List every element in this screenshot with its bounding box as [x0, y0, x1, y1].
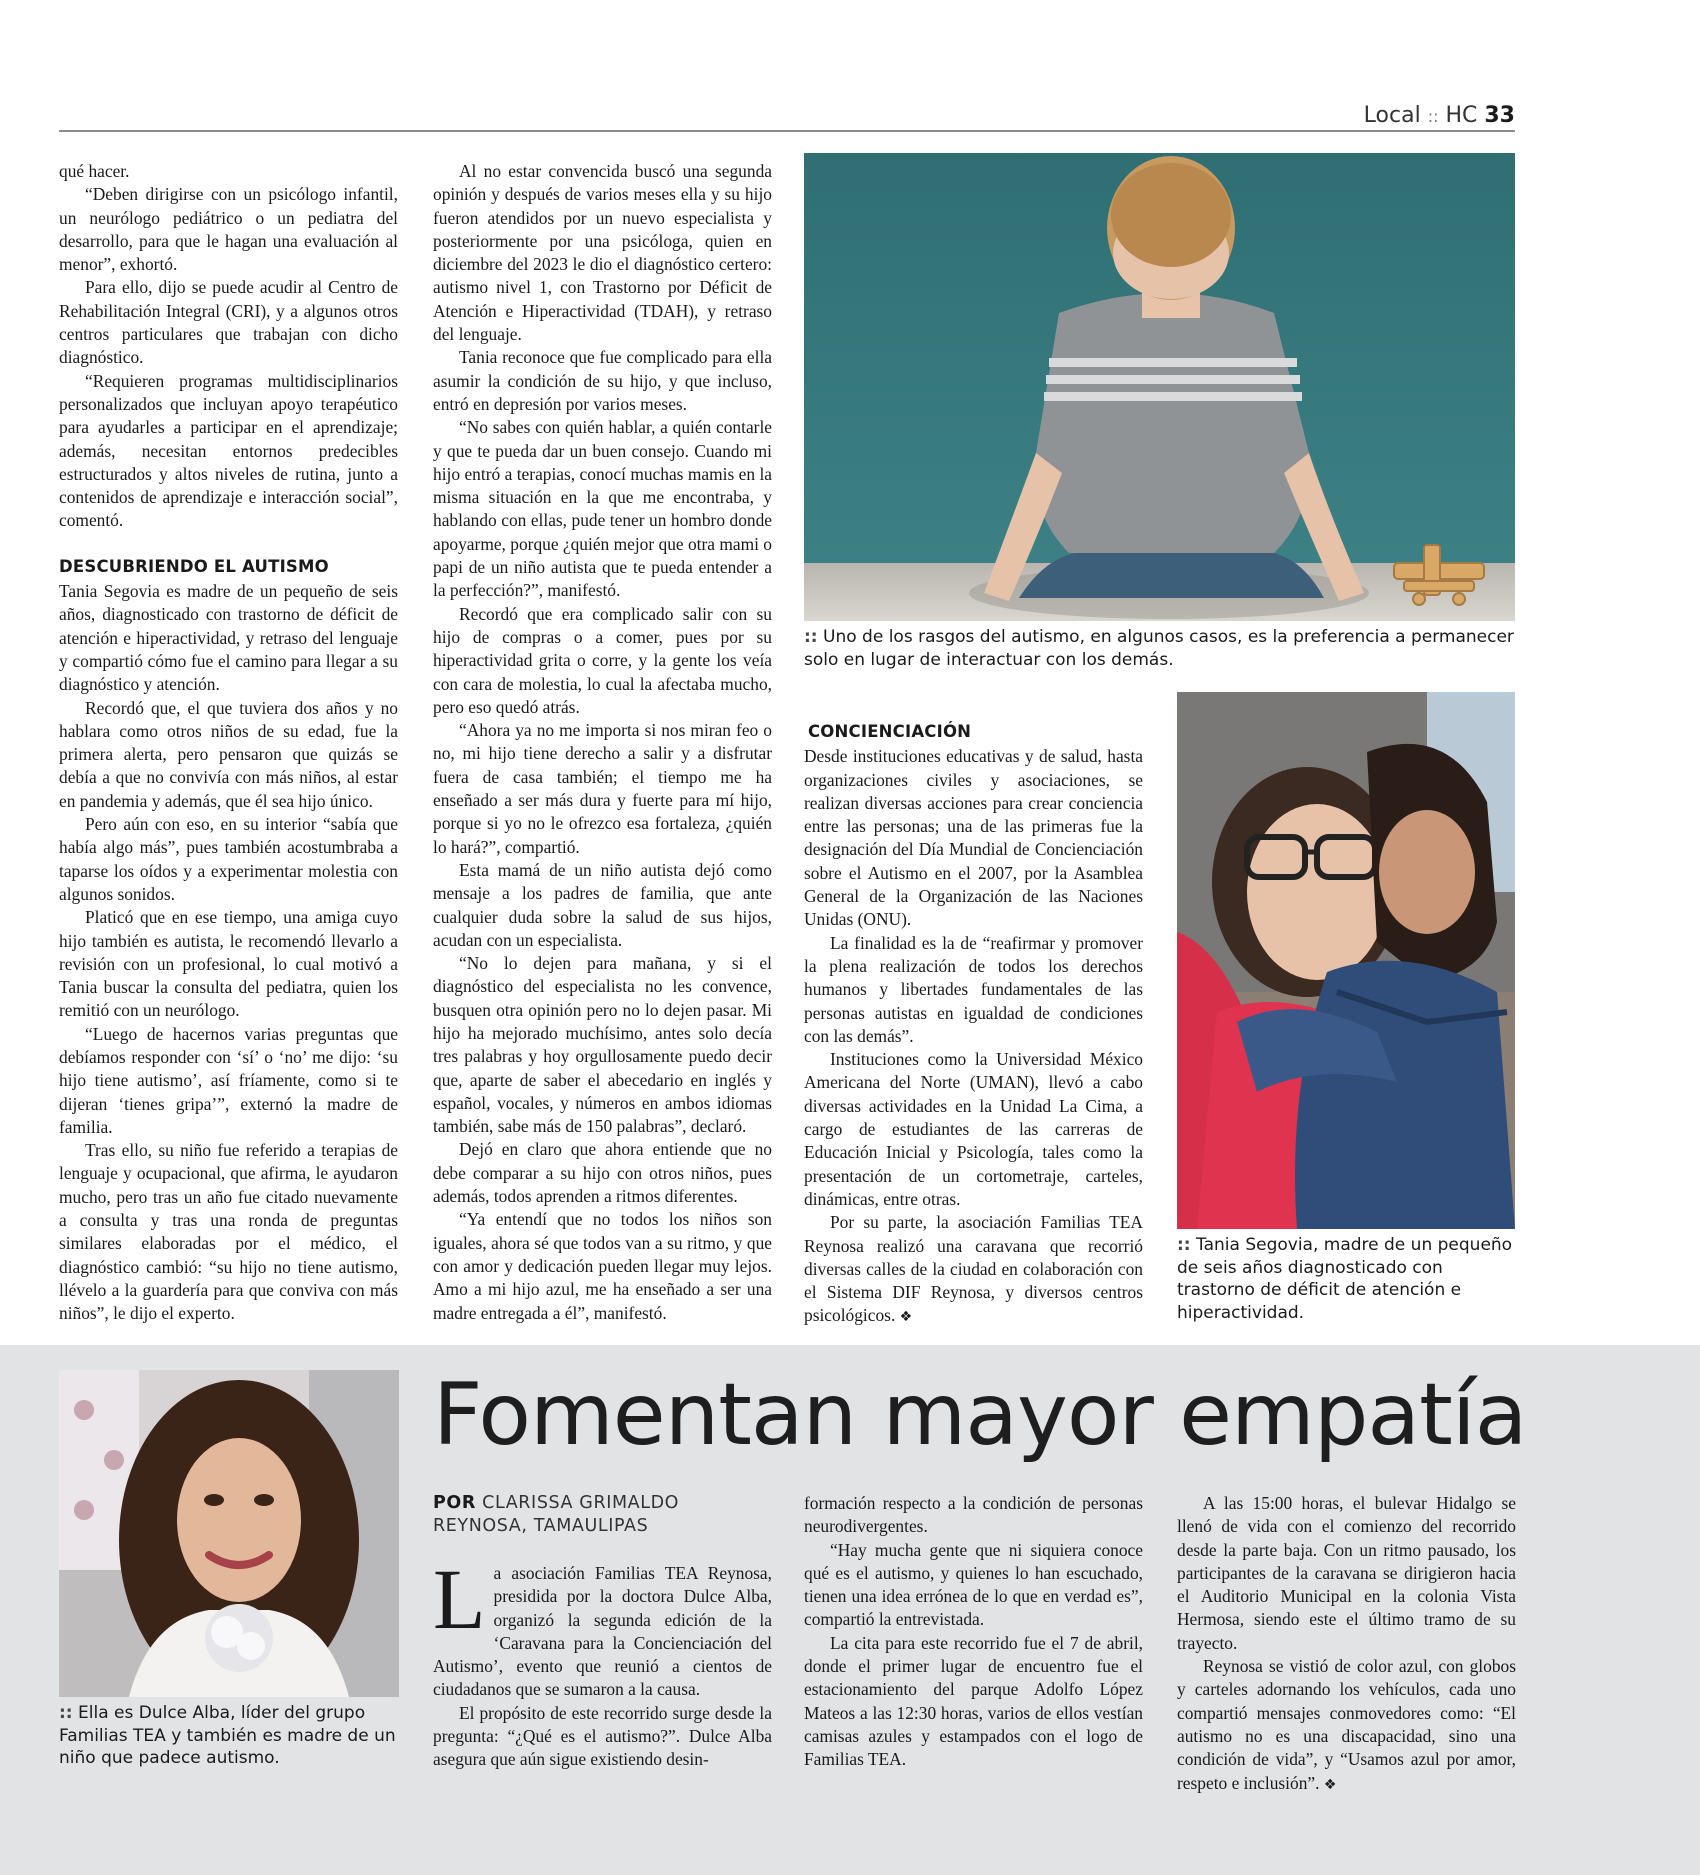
paragraph: “Luego de hacernos varias preguntas que debíamos responder con ‘sí’ o ‘no’ me dijo: ‘su hijo tiene autismo’, así fríamente, como si te dijeran ‘tienes gripa’”, externó la madre de familia. — [59, 1023, 398, 1137]
paragraph: Platicó que en ese tiempo, una amiga cuyo hijo también es autista, le recomendó llevarlo a revisión con un profesional, lo cual motivó a Tania buscar la consulta del pediatra, quien los remitió con un neurólogo. — [59, 907, 398, 1021]
author-name: CLARISSA GRIMALDO — [482, 1493, 680, 1513]
photo-caption — [804, 626, 1515, 671]
mother-son-illustration — [1177, 692, 1515, 1229]
article2-column-2 — [804, 1492, 1143, 1772]
section-heading: DESCUBRIENDO EL AUTISMO — [59, 556, 329, 576]
paragraph: Esta mamá de un niño autista dejó como mensaje a los padres de familia, que ante cualquier duda sobre la salud de sus hijos, acudan con un especialista. — [433, 859, 772, 950]
paper-code: HC — [1445, 103, 1478, 128]
caption-text: Uno de los rasgos del autismo, en algunos casos, es la preferencia a permanecer solo en lugar de interactuar con los demás. — [804, 627, 1514, 670]
photo-caption — [59, 1702, 399, 1770]
paragraph: Tras ello, su niño fue referido a terapias de lenguaje y ocupacional, que afirma, le ayudaron mucho, pero tras un año fue citado nuevamente a consulta y tras una ronda de preguntas similares elaboradas por el médico, el diagnóstico cambió: “su hijo no tiene autismo, llévelo a la guardería para que conviva con más niños”, le dijo el experto. — [59, 1140, 398, 1324]
paragraph-text: a asociación Familias TEA Reynosa, presidida por la doctora Dulce Alba, organizó la segunda edición de la ‘Caravana para la Concienciación del Autismo’, evento que reunió a cientos de ciudadanos que se sumaron a la causa. — [433, 1563, 772, 1700]
article2-column-3 — [1177, 1492, 1516, 1797]
paragraph: Tania Segovia es madre de un pequeño de seis años, diagnosticado con trastorno de déficit de atención e hiperactividad, y retraso del lenguaje y compartió cómo fue el camino para llegar a su diagnóstico y atención. — [59, 581, 398, 695]
article-headline: Fomentan mayor empatía — [433, 1365, 1527, 1465]
paragraph: A las 15:00 horas, el bulevar Hidalgo se llenó de vida con el comienzo del recorrido desde la parte baja. Con un ritmo pausado, los participantes de la caravana se dirigieron hacia el Auditorio Municipal en la colonia Vista Hermosa, siendo este el último tramo de su trayecto. — [1177, 1493, 1516, 1653]
paragraph: Recordó que era complicado salir con su hijo de compras o a comer, pues por su hiperactividad grita o corre, y la gente los veía con cara de molestia, lo cual la afectaba mucho, pero eso quedó atrás. — [433, 603, 772, 717]
paragraph: Tania reconoce que fue complicado para ella asumir la condición de su hijo, y que incluso, entró en depresión por varios meses. — [433, 347, 772, 414]
page-folio — [1364, 103, 1515, 128]
caption-text: Tania Segovia, madre de un pequeño de seis años diagnosticado con trastorno de déficit de atención e hiperactividad. — [1177, 1235, 1513, 1323]
caption-text: Ella es Dulce Alba, líder del grupo Familias TEA y también es madre de un niño que padece autismo. — [59, 1703, 396, 1768]
portrait-illustration — [59, 1370, 399, 1697]
caption-marker: :: — [59, 1703, 73, 1723]
caption-marker: :: — [1177, 1235, 1191, 1255]
paragraph: Para ello, dijo se puede acudir al Centro de Rehabilitación Integral (CRI), y a algunos otros centros particulares que trabajan con dicho diagnóstico. — [59, 277, 398, 368]
paragraph: La cita para este recorrido fue el 7 de abril, donde el primer lugar de encuentro fue el estacionamiento del parque Adolfo López Mateos a las 12:30 horas, varios de ellos vestían camisas azules y estampados con el logo de Familias TEA. — [804, 1632, 1143, 1770]
boy-sitting-illustration — [804, 153, 1515, 621]
byline — [433, 1492, 679, 1538]
paragraph: qué hacer. — [59, 161, 130, 181]
paragraph: Desde instituciones educativas y de salud, hasta organizaciones civiles y asociaciones, se realizan diversas acciones para crear conciencia entre las personas; una de las primeras fue la designación del Día Mundial de Concienciación sobre el Autismo en el 2007, por la Asamblea General de la Organización de las Naciones Unidas (ONU). — [804, 746, 1143, 930]
end-mark: ❖ — [1323, 1776, 1337, 1793]
lead-paragraph — [433, 1551, 772, 1702]
paragraph: La finalidad es la de “reafirmar y promover la plena realización de todos los derechos humanos y libertades fundamentales de las personas autistas en igualdad de condiciones con las demás”. — [804, 932, 1143, 1046]
article-column-2 — [433, 160, 772, 1325]
boy-sitting-photo — [804, 153, 1515, 621]
paragraph: Recordó que, el que tuviera dos años y no hablara como otros niños de su edad, fue la primera alerta, pero pensaron que quizás se debía a que no convivía con más niños, al estar en pandemia y además, que él sea hijo único. — [59, 697, 398, 811]
section-name: Local — [1363, 103, 1421, 128]
page-number: 33 — [1484, 103, 1515, 128]
byline-label: POR — [433, 1493, 476, 1513]
paragraph: “Deben dirigirse con un psicólogo infantil, un neurólogo pediátrico o un pediatra del desarrollo, para que le hagan una evaluación al menor”, exhortó. — [59, 184, 398, 275]
paragraph: “Hay mucha gente que ni siquiera conoce qué es el autismo, y quienes lo han escuchado, tienen una idea errónea de lo que en verdad es”, compartió la entrevistada. — [804, 1539, 1143, 1630]
end-mark: ❖ — [899, 1309, 913, 1326]
section-heading: CONCIENCIACIÓN — [808, 722, 972, 741]
paragraph-text: Por su parte, la asociación Familias TEA Reynosa realizó una caravana que recorrió diversas calles de la ciudad en colaboración con el Sistema DIF Reynosa, y diversos centros psicológicos. — [804, 1212, 1143, 1326]
dateline: REYNOSA, TAMAULIPAS — [433, 1516, 649, 1536]
paragraph: “Requieren programas multidisciplinarios personalizados que incluyan apoyo terapéutico para ayudarles a participar en el aprendizaje; además, necesitan entornos predecibles estructurados y altos niveles de rutina, junto a contenidos de aprendizaje e interacción social”, comentó. — [59, 370, 398, 531]
paragraph: “Ya entendí que no todos los niños son iguales, ahora sé que todos van a su ritmo, y que con amor y dedicación pueden llegar muy lejos. Amo a mi hijo azul, me ha enseñado a ser una madre entregada a él”, manifestó. — [433, 1209, 772, 1323]
paragraph — [1177, 1655, 1516, 1797]
paragraph: El propósito de este recorrido surge desde la pregunta: “¿Qué es el autismo?”. Dulce Alba asegura que aún sigue existiendo desin- — [433, 1702, 772, 1770]
paragraph: Al no estar convencida buscó una segunda opinión y después de varios meses ella y su hijo fueron atendidos por un nuevo especialista y posteriormente por una psicóloga, quien en diciembre del 2023 le dio el diagnóstico certero: autismo nivel 1, con Trastorno por Déficit de Atención e Hiperactividad (TDAH), y retraso del lenguaje. — [433, 161, 772, 345]
paragraph: Pero aún con eso, en su interior “sabía que había algo más”, pues también acostumbraba a taparse los oídos y a experimentar molestia con algunos sonidos. — [59, 814, 398, 904]
paragraph — [804, 1211, 1143, 1329]
photo-caption — [1177, 1234, 1515, 1324]
paragraph-text: Reynosa se vistió de color azul, con globos y carteles adornando los vehículos, cada uno compartió mensajes conmovedores como: “El autismo no es una discapacidad, sino una condición de vida”, y “Usamos azul por amor, respeto e inclusión”. — [1177, 1656, 1516, 1793]
mother-son-photo — [1177, 692, 1515, 1229]
page-header — [59, 102, 1515, 132]
paragraph: formación respecto a la condición de personas neurodivergentes. — [804, 1493, 1143, 1537]
article2-column-1 — [433, 1551, 772, 1772]
dulce-alba-photo — [59, 1370, 399, 1697]
paragraph: Instituciones como la Universidad México Americana del Norte (UMAN), llevó a cabo diversas actividades en la Unidad La Cima, a cargo de estudiantes de las carreras de Educación Inicial y Psicología, tales como la presentación de un cortometraje, carteles, dinámicas, entre otras. — [804, 1049, 1143, 1209]
folio-separator: :: — [1427, 107, 1439, 126]
paragraph: “No lo dejen para mañana, y si el diagnóstico del especialista no les convence, busquen otra opinión pero no lo dejen pasar. Mi hijo ha mejorado muchísimo, antes solo decía tres palabras y hoy orgullosamente puedo decir que, aparte de saber el abecedario en inglés y español, vocales, y números en ambos idiomas también, sabe más de 150 palabras”, declaró. — [433, 953, 772, 1137]
paragraph: “Ahora ya no me importa si nos miran feo o no, mi hijo tiene derecho a salir y a disfrutar fuera de casa también; el tiempo me ha enseñado a ser más dura y fuerte para mí hijo, porque si yo no le ofrezco esa fortaleza, ¿quién lo hará?”, compartió. — [433, 720, 772, 857]
drop-cap: L — [433, 1551, 486, 1647]
article-column-3 — [804, 720, 1143, 1330]
caption-marker: :: — [804, 627, 818, 647]
paragraph: “No sabes con quién hablar, a quién contarle y que te pueda dar un buen consejo. Cuando mi hijo entró a terapias, conocí muchas mamis en la misma situación en la que me encontraba, y hablando con ellas, pude tener un hombro donde apoyarme, porque ¿quién mejor que otra mami o papi de un niño autista que te pueda entender a la perfección?”, manifestó. — [433, 417, 772, 601]
paragraph: Dejó en claro que ahora entiende que no debe comparar a su hijo con otros niños, pues además, todos aprenden a ritmos diferentes. — [433, 1139, 772, 1207]
article-column-1 — [59, 160, 398, 1326]
